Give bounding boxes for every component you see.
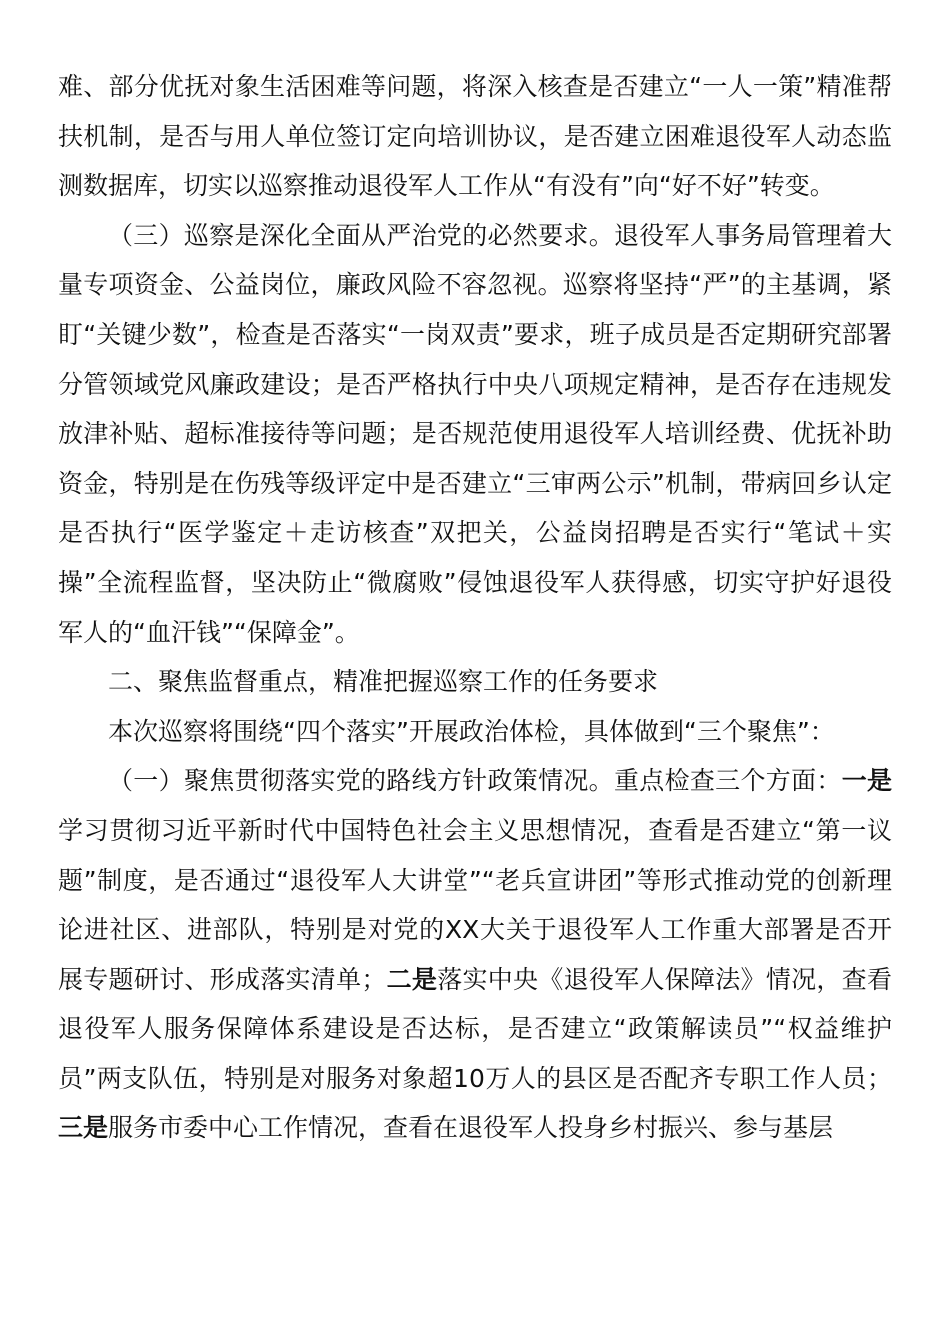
- paragraph-intro: 本次巡察将围绕“四个落实”开展政治体检，具体做到“三个聚焦”：: [108, 716, 835, 746]
- point-3-label: 三是: [58, 1113, 109, 1143]
- paragraph-focus-1: [58, 756, 892, 1153]
- paragraph-continuation: 难、部分优抚对象生活困难等问题，将深入核查是否建立“一人一策”精准帮扶机制，是否与用人单位签订定向培训协议，是否建立困难退役军人动态监测数据库，切实以巡察推动退役军人工作从“有没有”向“好不好”转变。: [58, 72, 892, 201]
- point-2-label: 二是: [386, 964, 438, 994]
- point-1-label: 一是: [841, 766, 892, 796]
- document-page: [58, 62, 892, 1153]
- focus-1-lead: （一）聚焦贯彻落实党的路线方针政策情况。重点检查三个方面：: [108, 766, 842, 796]
- paragraph-section-3: （三）巡察是深化全面从严治党的必然要求。退役军人事务局管理着大量专项资金、公益岗位，廉政风险不容忽视。巡察将坚持“严”的主基调，紧盯“关键少数”，检查是否落实“一岗双责”要求，班子成员是否定期研究部署分管领域党风廉政建设；是否严格执行中央八项规定精神，是否存在违规发放津补贴、超标准接待等问题；是否规范使用退役军人培训经费、优抚补助资金，特别是在伤残等级评定中是否建立“三审两公示”机制，带病回乡认定是否执行“医学鉴定＋走访核查”双把关，公益岗招聘是否实行“笔试＋实操”全流程监督，坚决防止“微腐败”侵蚀退役军人获得感，切实守护好退役军人的“血汗钱”“保障金”。: [58, 220, 892, 647]
- point-1-text: 学习贯彻习近平新时代中国特色社会主义思想情况，查看是否建立“第一议题”制度，是否通过“退役军人大讲堂”“老兵宣讲团”等形式推动党的创新理论进社区、进部队，特别是对党的XX大关于退役军人工作重大部署是否开展专题研讨、形成落实清单；: [58, 815, 892, 994]
- section-heading-2: 二、聚焦监督重点，精准把握巡察工作的任务要求: [108, 667, 659, 697]
- point-2-text: 落实中央《退役军人保障法》情况，查看退役军人服务保障体系建设是否达标，是否建立“政策解读员”“权益维护员”两支队伍，特别是对服务对象超10万人的县区是否配齐专职工作人员；: [58, 964, 892, 1093]
- point-3-text: 服务市委中心工作情况，查看在退役军人投身乡村振兴、参与基层: [108, 1113, 834, 1143]
